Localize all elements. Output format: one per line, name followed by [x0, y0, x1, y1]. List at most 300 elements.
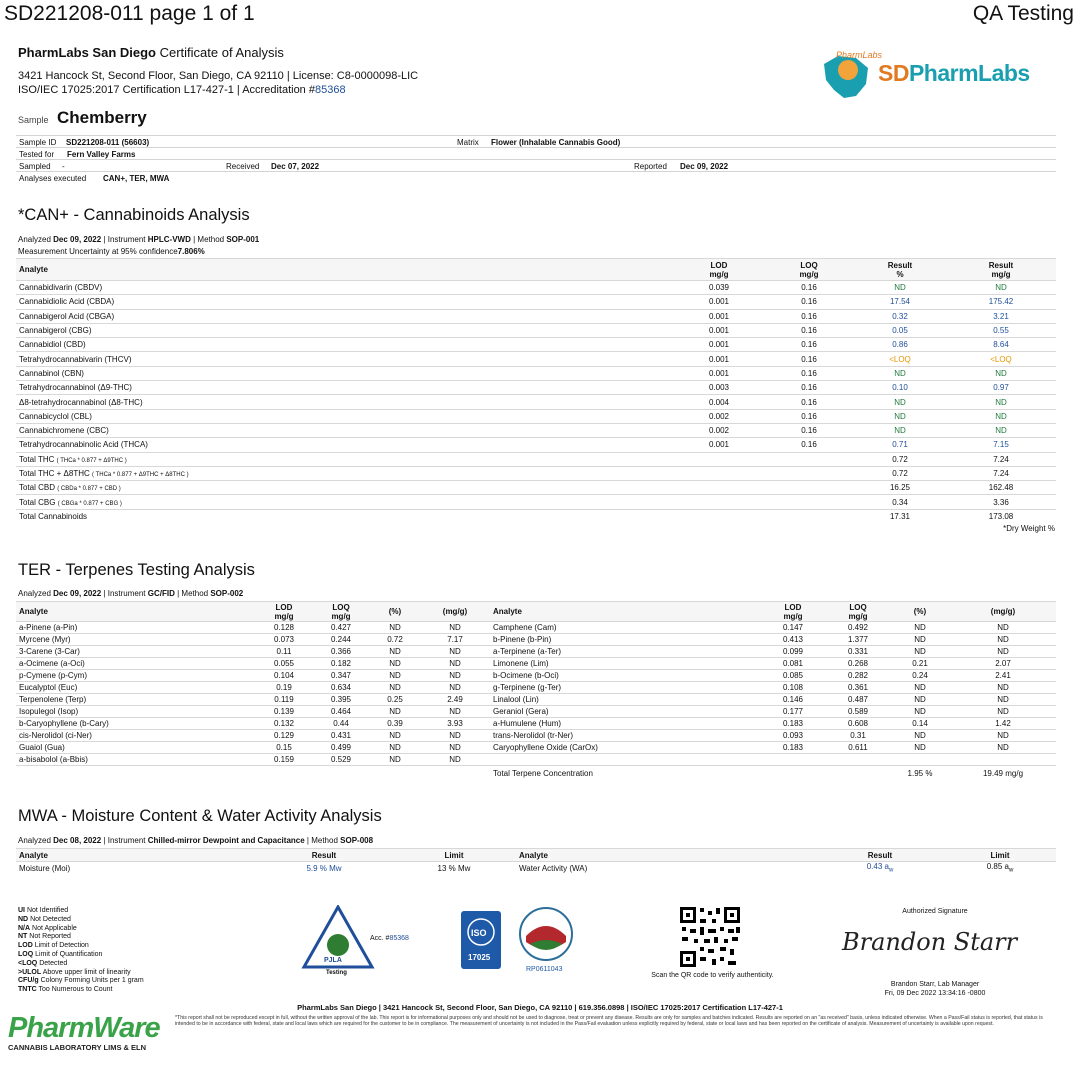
result-pct: ND [370, 622, 420, 634]
table-row [16, 323, 1056, 337]
reported-label: Reported [634, 162, 667, 171]
table-row [16, 706, 1056, 718]
result-pct: ND [890, 622, 950, 634]
table-header-row [16, 259, 1056, 281]
loq-value: 0.268 [826, 658, 890, 670]
table-row [16, 309, 1056, 323]
loq-value: 0.395 [312, 694, 370, 706]
legend-key: TNTC [18, 986, 37, 994]
analyte-name: b-Ocimene (b-Oci) [490, 670, 760, 682]
accreditation-link[interactable]: 85368 [314, 84, 346, 96]
col-pct: (%) [370, 602, 420, 622]
method-value: SOP-002 [210, 589, 244, 598]
method-label: Method [197, 235, 225, 244]
loq-value: 0.16 [764, 381, 854, 395]
result-mg: 7.17 [420, 634, 490, 646]
result-mg: ND [950, 742, 1056, 754]
analyte-name: Cannabicyclol (CBL) [16, 409, 674, 423]
uncertainty-value: 7.806% [177, 247, 205, 256]
table-row [16, 730, 1056, 742]
result-mg: 2.49 [420, 694, 490, 706]
received-label: Received [226, 162, 260, 171]
loq-value: 0.16 [764, 438, 854, 452]
empty-cell [674, 495, 764, 509]
instrument-value: HPLC-VWD [147, 235, 191, 244]
result-mg: ND [420, 622, 490, 634]
total-row [16, 452, 1056, 466]
analyte-name: Geraniol (Gera) [490, 706, 760, 718]
pjla-sub: Testing [326, 970, 347, 976]
result-pct: ND [370, 730, 420, 742]
received-value: Dec 07, 2022 [271, 162, 320, 171]
loq-value: 0.431 [312, 730, 370, 742]
loq-value: 0.16 [764, 281, 854, 295]
pharmware-wordmark: PharmWare [8, 1012, 160, 1044]
analyte-name: Cannabidiol (CBD) [16, 338, 674, 352]
col-lod: LOD mg/g [674, 259, 764, 281]
sample-id-label: Sample ID [19, 138, 57, 147]
result-mg: ND [420, 670, 490, 682]
legend-value: Limit of Detection [34, 942, 89, 950]
total-name: Total Cannabinoids [19, 512, 88, 522]
lod-value: 0.19 [256, 682, 312, 694]
total-pct: 17.31 [854, 509, 946, 523]
sample-name: Chemberry [57, 108, 147, 127]
table-row [16, 381, 1056, 395]
empty-cell [764, 495, 854, 509]
result-mg: ND [946, 409, 1056, 423]
col-result-pct: Result % [854, 259, 946, 281]
lod-value: 0.183 [760, 742, 826, 754]
analyses-label: Analyses executed [19, 174, 87, 183]
result-pct: ND [370, 682, 420, 694]
total-terpene-pct: 1.95 % [890, 766, 950, 782]
result-pct: ND [854, 409, 946, 423]
loq-value: 0.464 [312, 706, 370, 718]
empty-cell [674, 481, 764, 495]
total-formula: ( THCa * 0.877 + Δ9THC + Δ8THC ) [92, 472, 189, 478]
analyses-value: CAN+, TER, MWA [103, 174, 170, 183]
analyte-name: a-Terpinene (a-Ter) [490, 646, 760, 658]
empty-cell [950, 754, 1056, 766]
lod-value: 0.001 [674, 309, 764, 323]
legend-item [18, 942, 144, 951]
lod-value: 0.001 [674, 366, 764, 380]
result-pct: ND [370, 706, 420, 718]
total-row [16, 495, 1056, 509]
analyte-name: Myrcene (Myr) [16, 634, 256, 646]
empty-cell [826, 766, 890, 782]
analyte-name: Linalool (Lin) [490, 694, 760, 706]
empty-cell [674, 509, 764, 523]
col-mg-2: (mg/g) [950, 602, 1056, 622]
analyte-name: Tetrahydrocannabinol (Δ9-THC) [16, 381, 674, 395]
loq-value: 0.487 [826, 694, 890, 706]
table-row [16, 862, 1056, 875]
signer-block [860, 981, 1010, 998]
info-row [16, 147, 1056, 159]
result-pct: 0.21 [890, 658, 950, 670]
iso-badge [460, 910, 502, 970]
pharmware-tagline: CANNABIS LABORATORY LIMS & ELN [8, 1043, 147, 1052]
lod-value: 0.002 [674, 409, 764, 423]
table-row [16, 395, 1056, 409]
moisture-result: 5.9 % Mw [256, 862, 392, 875]
moisture-label: Moisture (Moi) [16, 862, 256, 875]
lod-value: 0.104 [256, 670, 312, 682]
result-mg: ND [950, 706, 1056, 718]
col-lod: LOD mg/g [256, 602, 312, 622]
legend-value: Not Detected [30, 915, 71, 923]
instrument-label: Instrument [107, 235, 146, 244]
uncertainty-line [18, 247, 205, 256]
legend-key: N/A [18, 924, 31, 932]
table-row [16, 634, 1056, 646]
abbreviation-legend [18, 907, 144, 995]
analyte-name: g-Terpinene (g-Ter) [490, 682, 760, 694]
total-row [16, 466, 1056, 480]
result-mg: ND [420, 658, 490, 670]
result-mg: ND [946, 281, 1056, 295]
empty-cell [764, 509, 854, 523]
method-label: Method [311, 836, 338, 845]
lod-value: 0.001 [674, 352, 764, 366]
result-pct: <LOQ [854, 352, 946, 366]
table-row [16, 338, 1056, 352]
table-row [16, 670, 1056, 682]
water-activity-result: 0.43 $a_w$ [816, 862, 944, 875]
analyte-name: Limonene (Lim) [490, 658, 760, 670]
dea-number: RP0611043 [526, 966, 563, 973]
table-row [16, 682, 1056, 694]
result-mg: ND [420, 730, 490, 742]
col-analyte: Analyte [16, 259, 674, 281]
result-pct: ND [854, 423, 946, 437]
loq-value: 0.347 [312, 670, 370, 682]
result-pct: 0.72 [370, 634, 420, 646]
loq-value: 0.31 [826, 730, 890, 742]
iso-line: ISO/IEC 17025:2017 Certification L17-427-1 | Accreditation # [18, 84, 315, 96]
result-mg: 3.93 [420, 718, 490, 730]
info-row [16, 171, 1056, 183]
table-row [16, 658, 1056, 670]
loq-value: 0.282 [826, 670, 890, 682]
result-mg: ND [420, 742, 490, 754]
loq-value: 0.16 [764, 366, 854, 380]
result-mg: 2.41 [950, 670, 1056, 682]
signature-label: Authorized Signature [902, 908, 968, 915]
result-pct: 0.86 [854, 338, 946, 352]
legend-item [18, 933, 144, 942]
matrix-label: Matrix [457, 138, 479, 147]
analyte-name: b-Pinene (b-Pin) [490, 634, 760, 646]
total-label [16, 495, 674, 509]
doc-type: Certificate of Analysis [159, 45, 284, 60]
lod-value: 0.128 [256, 622, 312, 634]
result-pct: 0.71 [854, 438, 946, 452]
col-loq: LOQ mg/g [764, 259, 854, 281]
info-row [16, 135, 1056, 147]
col-mg: (mg/g) [420, 602, 490, 622]
table-row [16, 295, 1056, 309]
analyte-name: Terpenolene (Terp) [16, 694, 256, 706]
dry-weight-note: *Dry Weight % [1003, 524, 1055, 533]
result-pct: ND [854, 366, 946, 380]
total-row [16, 481, 1056, 495]
loq-value: 0.16 [764, 309, 854, 323]
lod-value: 0.073 [256, 634, 312, 646]
col-pct-2: (%) [890, 602, 950, 622]
total-mg: 162.48 [946, 481, 1056, 495]
result-mg: 1.42 [950, 718, 1056, 730]
table-row [16, 366, 1056, 380]
total-name: Total THC [19, 454, 55, 464]
cannabinoids-meta: Analyzed Dec 09, 2022 | Instrument HPLC-VWD | Method SOP-001 [18, 235, 260, 244]
analyzed-date: Dec 09, 2022 [53, 589, 102, 598]
instrument-label: Instrument [107, 836, 146, 845]
sun-icon [838, 60, 858, 80]
verification-qr-code[interactable] [678, 905, 742, 969]
result-pct: ND [890, 694, 950, 706]
instrument-value: GC/FID [147, 589, 175, 598]
analyte-name: Cannabidiolic Acid (CBDA) [16, 295, 674, 309]
report-page-title: SD221208-011 page 1 of 1 [4, 2, 255, 25]
loq-value: 0.16 [764, 338, 854, 352]
lod-value: 0.139 [256, 706, 312, 718]
tested-for-label: Tested for [19, 150, 55, 159]
lab-certification [18, 84, 346, 96]
result-pct: ND [890, 706, 950, 718]
analyte-name: a-Humulene (Hum) [490, 718, 760, 730]
result-pct: ND [890, 742, 950, 754]
analyte-name: Tetrahydrocannabivarin (THCV) [16, 352, 674, 366]
result-mg: ND [420, 682, 490, 694]
terpenes-meta: Analyzed Dec 09, 2022 | Instrument GC/FID | Method SOP-002 [18, 589, 244, 598]
analyte-name: Tetrahydrocannabinolic Acid (THCA) [16, 438, 674, 452]
lod-value: 0.129 [256, 730, 312, 742]
lod-value: 0.085 [760, 670, 826, 682]
water-activity-label: Water Activity (WA) [516, 862, 816, 875]
table-row [16, 409, 1056, 423]
matrix-value: Flower (Inhalable Cannabis Good) [491, 138, 621, 147]
result-pct: 0.05 [854, 323, 946, 337]
total-mg: 7.24 [946, 452, 1056, 466]
empty-cell [16, 766, 256, 782]
result-mg: ND [950, 682, 1056, 694]
signer-name: Brandon Starr, Lab Manager [890, 981, 980, 988]
loq-value: 0.492 [826, 622, 890, 634]
total-mg: 3.36 [946, 495, 1056, 509]
table-row [16, 646, 1056, 658]
lod-value: 0.177 [760, 706, 826, 718]
analyte-name: 3-Carene (3-Car) [16, 646, 256, 658]
table-row [16, 754, 1056, 766]
logo-wordmark [878, 60, 1030, 87]
result-pct: ND [890, 730, 950, 742]
result-mg: ND [950, 634, 1056, 646]
total-pct: 0.72 [854, 452, 946, 466]
lab-heading [18, 45, 284, 60]
empty-cell [826, 754, 890, 766]
total-pct: 16.25 [854, 481, 946, 495]
result-mg: ND [950, 622, 1056, 634]
result-pct: ND [890, 634, 950, 646]
dea-seal [518, 906, 574, 962]
terpenes-section-title: TER - Terpenes Testing Analysis [18, 561, 255, 579]
analyte-name: Δ8-tetrahydrocannabinol (Δ8-THC) [16, 395, 674, 409]
lod-value: 0.146 [760, 694, 826, 706]
result-pct: ND [370, 754, 420, 766]
empty-cell [420, 766, 490, 782]
total-formula: ( THCa * 0.877 + Δ9THC ) [56, 457, 127, 464]
legend-value: Above upper limit of linearity [42, 968, 131, 976]
legend-value: Limit of Quantification [35, 950, 103, 958]
loq-value: 0.16 [764, 423, 854, 437]
loq-value: 0.529 [312, 754, 370, 766]
lod-value: 0.039 [674, 281, 764, 295]
loq-value: 0.331 [826, 646, 890, 658]
instrument-value: Chilled-mirror Dewpoint and Capacitance [147, 836, 305, 845]
lod-value: 0.413 [760, 634, 826, 646]
total-label [16, 466, 674, 480]
total-label [16, 452, 674, 466]
result-pct: 0.14 [890, 718, 950, 730]
footer-disclaimer: *This report shall not be reproduced except in full, without the written approval of the lab. This report is for informational purposes only and should not be used to diagnose, treat or prevent any disease. Results are only for samples and batches indicated. Results are reported on an "as received" basis, unless indicated otherwise. When a Pass/Fail status is reported, that status is intended to be in accordance with federal, state and local laws which are required for the customer to be in compliance. The measurement of uncertainty is not included in the Pass/Fail evaluation unless explicitly required by federal, state or local laws and has been reported on the certificate of analysis. Measurement of uncertainty is available upon request. [175, 1015, 1043, 1027]
legend-item [18, 925, 144, 934]
legend-key: CFU/g [18, 977, 39, 985]
logo-pharmlabs: PharmLabs [908, 60, 1030, 86]
method-value: SOP-008 [340, 836, 374, 845]
loq-value: 0.182 [312, 658, 370, 670]
legend-value: Colony Forming Units per 1 gram [40, 977, 144, 985]
empty-cell [674, 452, 764, 466]
water-activity-limit: 0.85 $a_w$ [944, 862, 1056, 875]
result-mg: ND [420, 706, 490, 718]
result-mg: 8.64 [946, 338, 1056, 352]
mwa-section-title: MWA - Moisture Content & Water Activity Analysis [18, 807, 382, 825]
moisture-limit: 13 % Mw [392, 862, 516, 875]
legend-value: Not Reported [29, 933, 71, 941]
analyte-name: Cannabigerol (CBG) [16, 323, 674, 337]
empty-cell [764, 481, 854, 495]
analyte-name: a-Pinene (a-Pin) [16, 622, 256, 634]
cannabinoids-section-title: *CAN+ - Cannabinoids Analysis [18, 206, 250, 224]
lod-value: 0.183 [760, 718, 826, 730]
iso-number: 17025 [468, 953, 491, 962]
lod-value: 0.004 [674, 395, 764, 409]
legend-item [18, 951, 144, 960]
analyzed-label: Analyzed [18, 235, 51, 244]
loq-value: 0.16 [764, 352, 854, 366]
result-pct: 17.54 [854, 295, 946, 309]
sampled-label: Sampled [19, 162, 51, 171]
legend-item [18, 986, 144, 995]
col-limit: Limit [392, 849, 516, 862]
col-analyte: Analyte [16, 602, 256, 622]
result-pct: 0.25 [370, 694, 420, 706]
method-label: Method [181, 589, 209, 598]
handwritten-signature: Brandon Starr [842, 928, 1018, 956]
result-mg: <LOQ [946, 352, 1056, 366]
loq-value: 0.16 [764, 295, 854, 309]
analyte-name: trans-Nerolidol (tr-Ner) [490, 730, 760, 742]
sample-info-table [16, 135, 1056, 183]
loq-value: 0.16 [764, 323, 854, 337]
result-mg: ND [420, 754, 490, 766]
legend-key: <LOQ [18, 959, 38, 967]
iso-text: ISO [471, 928, 487, 938]
result-pct: 0.10 [854, 381, 946, 395]
legend-key: ND [18, 915, 29, 923]
legend-item [18, 907, 144, 916]
lod-value: 0.001 [674, 323, 764, 337]
empty-cell [370, 766, 420, 782]
col-lod-2: LOD mg/g [760, 602, 826, 622]
table-row [16, 438, 1056, 452]
lod-value: 0.159 [256, 754, 312, 766]
sampled-value: - [62, 162, 65, 171]
total-formula: ( CBDa * 0.877 + CBD ) [57, 486, 121, 493]
table-row [16, 281, 1056, 295]
analyte-name: Cannabigerol Acid (CBGA) [16, 309, 674, 323]
signed-date: Fri, 09 Dec 2022 13:34:16 -0800 [884, 989, 986, 997]
empty-cell [490, 754, 760, 766]
legend-value: Too Numerous to Count [38, 986, 113, 994]
table-row [16, 694, 1056, 706]
result-mg: 0.55 [946, 323, 1056, 337]
col-result: Result [256, 849, 392, 862]
total-terpene-label: Total Terpene Concentration [490, 766, 760, 782]
table-header-row [16, 849, 1056, 862]
loq-value: 0.608 [826, 718, 890, 730]
analyzed-label: Analyzed [18, 836, 51, 845]
result-mg: 3.21 [946, 309, 1056, 323]
legend-value: Not Identified [26, 907, 69, 914]
instrument-label: Instrument [107, 589, 146, 598]
mwa-meta: Analyzed Dec 08, 2022 | Instrument Chilled-mirror Dewpoint and Capacitance | Method SOP-008 [18, 836, 374, 845]
logo-sd: SD [878, 60, 909, 86]
lod-value: 0.099 [760, 646, 826, 658]
sample-label: Sample [18, 115, 49, 125]
analyte-name: a-bisabolol (a-Bbis) [16, 754, 256, 766]
result-mg: ND [950, 646, 1056, 658]
result-pct: ND [890, 682, 950, 694]
col-result-mg: Result mg/g [946, 259, 1056, 281]
total-mg: 173.08 [946, 509, 1056, 523]
result-mg: 7.15 [946, 438, 1056, 452]
legend-key: LOQ [18, 950, 34, 958]
result-mg: 0.97 [946, 381, 1056, 395]
analyte-name: cis-Nerolidol (ci-Ner) [16, 730, 256, 742]
empty-cell [312, 766, 370, 782]
lod-value: 0.15 [256, 742, 312, 754]
analyte-name: Isopulegol (Isop) [16, 706, 256, 718]
table-row [16, 352, 1056, 366]
legend-value: Detected [39, 959, 68, 967]
loq-value: 0.244 [312, 634, 370, 646]
loq-value: 0.589 [826, 706, 890, 718]
empty-cell [890, 754, 950, 766]
pharmware-logo [8, 1012, 168, 1052]
result-mg: ND [950, 694, 1056, 706]
result-mg: 2.07 [950, 658, 1056, 670]
legend-item [18, 969, 144, 978]
lod-value: 0.119 [256, 694, 312, 706]
total-formula: ( CBGa * 0.877 + CBG ) [57, 500, 122, 507]
result-pct: ND [890, 646, 950, 658]
result-pct: 0.39 [370, 718, 420, 730]
legend-key: NT [18, 933, 28, 941]
